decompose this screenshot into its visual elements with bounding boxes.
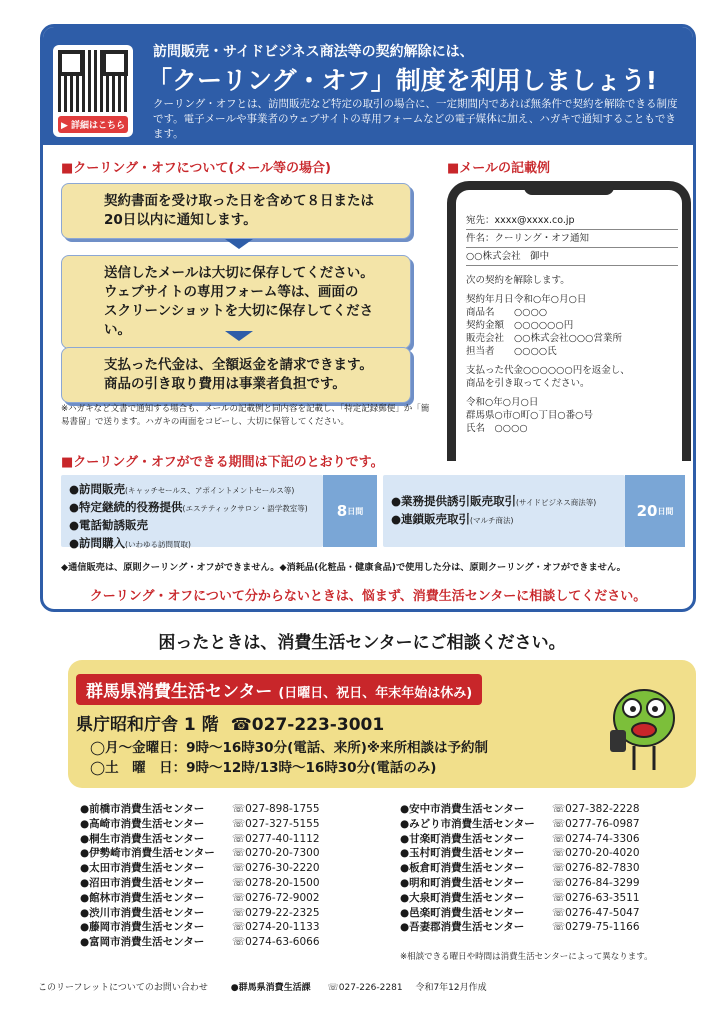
mail-to: 宛先：xxxx@xxxx.co.jp — [466, 212, 678, 230]
phone-icon: ☏ — [327, 983, 339, 993]
phone-icon: ☏ — [552, 921, 566, 934]
down-arrow-icon — [225, 239, 253, 249]
mail-row: 契約年月日 令和○年○月○日 — [466, 294, 587, 305]
down-arrow-icon — [225, 331, 253, 341]
periods-right-list — [383, 475, 625, 547]
closed-days: (日曜日、祝日、年末年始は休み) — [278, 686, 473, 701]
phone-icon: ☏ — [232, 862, 246, 875]
header-description: クーリング・オフとは、訪問販売など特定の取引の場合に、一定期間内であれば無条件で契約を解除できる制度です。電子メールや事業者のウェブサイトの専用フォームなどの電子媒体に加え、ハガキで通知することもできます。 — [153, 98, 678, 140]
list-item: ●玉村町消費生活センター ☏ 0270-20-4020 — [400, 847, 640, 860]
about-title: ■クーリング・オフについて(メール等の場合) — [61, 161, 331, 176]
postcard-note: ※ハガキなど文書で通知する場合も、メールの記載例と同内容を記載し、「特定記録郵便」か「簡易書留」で送ります。ハガキの両面をコピーし、大切に保管してください。 — [61, 404, 430, 427]
mail-order-notice: ◆通信販売は、原則クーリング・オフができません。◆消耗品(化粧品・健康食品)で使用した分は、原則クーリング・オフができません。 — [61, 562, 626, 573]
phone-icon: ☏ — [552, 803, 566, 815]
phone-icon: ☏ — [232, 803, 246, 815]
phone-icon: ☏ — [552, 832, 566, 845]
days-20: 20 日間 — [625, 475, 685, 547]
mail-row: 販売会社 ○○株式会社○○○営業所 — [466, 333, 622, 344]
mail-date: 令和○年○月○日 — [466, 397, 539, 408]
mail-addressee: ○○株式会社 御中 — [466, 248, 678, 266]
centers-left-list — [80, 802, 320, 950]
list-item: ●大泉町消費生活センター ☏ 0276-63-3511 — [400, 891, 640, 904]
phone-icon: ☏ — [232, 832, 246, 845]
step-text: 契約書面を受け取った日を含めて８日または — [104, 193, 374, 209]
step-text: 20日以内に通知します。 — [104, 212, 257, 228]
list-item: ●富岡市消費生活センター ☏ 0274-63-6066 — [80, 936, 320, 949]
list-item: ●伊勢崎市消費生活センター ☏ 0270-20-7300 — [80, 847, 320, 860]
mail-intro: 次の契約を解除します。 — [466, 275, 570, 286]
list-item: ●太田市消費生活センター ☏ 0276-30-2220 — [80, 862, 320, 875]
phone-icon: ☏ — [232, 906, 246, 919]
qr-code-icon — [58, 50, 128, 112]
period-item: ●訪問購入(いわゆる訪問買取) — [69, 536, 191, 550]
phone-mockup — [447, 181, 691, 461]
list-item: ●明和町消費生活センター ☏ 0276-84-3299 — [400, 876, 640, 889]
list-item: ●甘楽町消費生活センター ☏ 0274-74-3306 — [400, 832, 640, 845]
mail-row: 契約金額 ○○○○○○円 — [466, 320, 574, 331]
center-name-text: 群馬県消費生活センター — [86, 682, 273, 702]
list-item: ●吾妻郡消費生活センター ☏ 0279-75-1166 — [400, 921, 640, 934]
list-item: ●渋川市消費生活センター ☏ 0279-22-2325 — [80, 906, 320, 919]
step-text: スクリーンショットを大切に保存してください。 — [104, 303, 374, 338]
phone-icon: ☏ — [552, 876, 566, 889]
qr-label: ▶ 詳細はこちら — [58, 116, 128, 133]
footer-date: 令和7年12月作成 — [415, 983, 487, 993]
period-item: ●連鎖販売取引(マルチ商法) — [391, 512, 514, 526]
center-location: 県庁昭和庁舎 1 階 — [76, 715, 219, 735]
center-tel[interactable]: 027-223-3001 — [251, 715, 385, 735]
periods-left-list — [61, 475, 323, 550]
list-item: ●館林市消費生活センター ☏ 0276-72-9002 — [80, 891, 320, 904]
frog-mascot-icon — [604, 678, 686, 778]
cooling-off-panel — [40, 24, 696, 612]
center-name — [76, 674, 482, 705]
centers-right-list — [400, 802, 640, 935]
footer-tel[interactable]: 027-226-2281 — [338, 983, 403, 993]
periods-title: ■クーリング・オフができる期間は下記のとおりです。 — [61, 455, 384, 470]
mail-refund-2: 商品を引き取ってください。 — [466, 378, 590, 389]
page-title: 「クーリング・オフ」制度を利用しましょう! — [147, 66, 658, 95]
list-item: ●前橋市消費生活センター ☏ 027-898-1755 — [80, 803, 320, 815]
consult-notice: クーリング・オフについて分からないときは、悩まず、消費生活センターに相談してください。 — [89, 589, 647, 604]
center-hours — [90, 738, 488, 778]
mail-example-title: ■メールの記載例 — [447, 161, 551, 176]
list-item: ●板倉町消費生活センター ☏ 0276-82-7830 — [400, 862, 640, 875]
step-text: 商品の引き取り費用は事業者負担です。 — [104, 376, 346, 392]
consult-banner: 困ったときは、消費生活センターにご相談ください。 — [158, 633, 566, 653]
phone-icon: ☎ — [230, 715, 252, 735]
prefecture-center-box — [68, 660, 696, 788]
days-8: 8 日間 — [323, 475, 377, 547]
mail-refund-1: 支払った代金○○○○○○円を返金し、 — [466, 365, 630, 376]
list-item: ●桐生市消費生活センター ☏ 0277-40-1112 — [80, 832, 320, 845]
header-subtitle: 訪問販売・サイドビジネス商法等の契約解除には、 — [153, 44, 474, 60]
period-item: ●特定継続的役務提供(エステティックサロン・語学教室等) — [69, 500, 308, 514]
period-item: ●電話勧誘販売 — [69, 518, 149, 532]
hours-differ-note: ※相談できる曜日や時間は消費生活センターによって異なります。 — [400, 952, 653, 962]
mail-address: 群馬県○市○町○丁目○番○号 — [466, 410, 593, 421]
phone-icon: ☏ — [552, 847, 566, 860]
footer — [38, 980, 487, 993]
step-text: 支払った代金は、全額返金を請求できます。 — [104, 357, 373, 373]
phone-icon: ☏ — [232, 891, 246, 904]
phone-icon: ☏ — [232, 817, 246, 830]
phone-icon: ☏ — [552, 906, 566, 919]
mail-name: 氏名 ○○○○ — [466, 423, 528, 434]
hours-saturday: ◯土 曜 日：9時～12時/13時～16時30分(電話のみ) — [90, 760, 437, 776]
phone-notch — [524, 181, 614, 195]
mail-row: 商品名 ○○○○ — [466, 307, 548, 318]
phone-icon: ☏ — [552, 817, 566, 830]
period-item: ●訪問販売(キャッチセールス、アポイントメントセールス等) — [69, 482, 295, 496]
mail-row: 担当者 ○○○○氏 — [466, 346, 557, 357]
step-3 — [61, 347, 411, 403]
list-item: ●沼田市消費生活センター ☏ 0278-20-1500 — [80, 876, 320, 889]
step-1 — [61, 183, 411, 239]
header — [43, 27, 693, 145]
mail-subject: 件名：クーリング・オフ通知 — [466, 230, 678, 248]
phone-icon: ☏ — [552, 862, 566, 875]
phone-icon: ☏ — [232, 847, 246, 860]
phone-icon: ☏ — [232, 921, 246, 934]
qr-code-box[interactable] — [53, 45, 133, 137]
step-text: 送信したメールは大切に保存してください。 — [104, 265, 374, 281]
phone-icon: ☏ — [232, 876, 246, 889]
footer-inquiry: このリーフレットについてのお問い合わせ — [38, 983, 208, 993]
mail-example — [466, 212, 678, 435]
list-item: ●安中市消費生活センター ☏ 027-382-2228 — [400, 803, 640, 815]
center-location-line — [76, 710, 384, 735]
list-item: ●みどり市消費生活センター ☏ 0277-76-0987 — [400, 817, 640, 830]
period-item: ●業務提供誘引販売取引(サイドビジネス商法等) — [391, 494, 597, 508]
list-item: ●藤岡市消費生活センター ☏ 0274-20-1133 — [80, 921, 320, 934]
hours-weekday: ◯月～金曜日：9時～16時30分(電話、来所)※来所相談は予約制 — [90, 740, 489, 756]
footer-dept: ●群馬県消費生活課 — [230, 983, 311, 993]
phone-icon: ☏ — [232, 936, 246, 949]
list-item: ●高崎市消費生活センター ☏ 027-327-5155 — [80, 817, 320, 830]
list-item: ●邑楽町消費生活センター ☏ 0276-47-5047 — [400, 906, 640, 919]
periods-section — [61, 475, 693, 550]
step-text: ウェブサイトの専用フォーム等は、画面の — [104, 284, 359, 300]
phone-icon: ☏ — [552, 891, 566, 904]
